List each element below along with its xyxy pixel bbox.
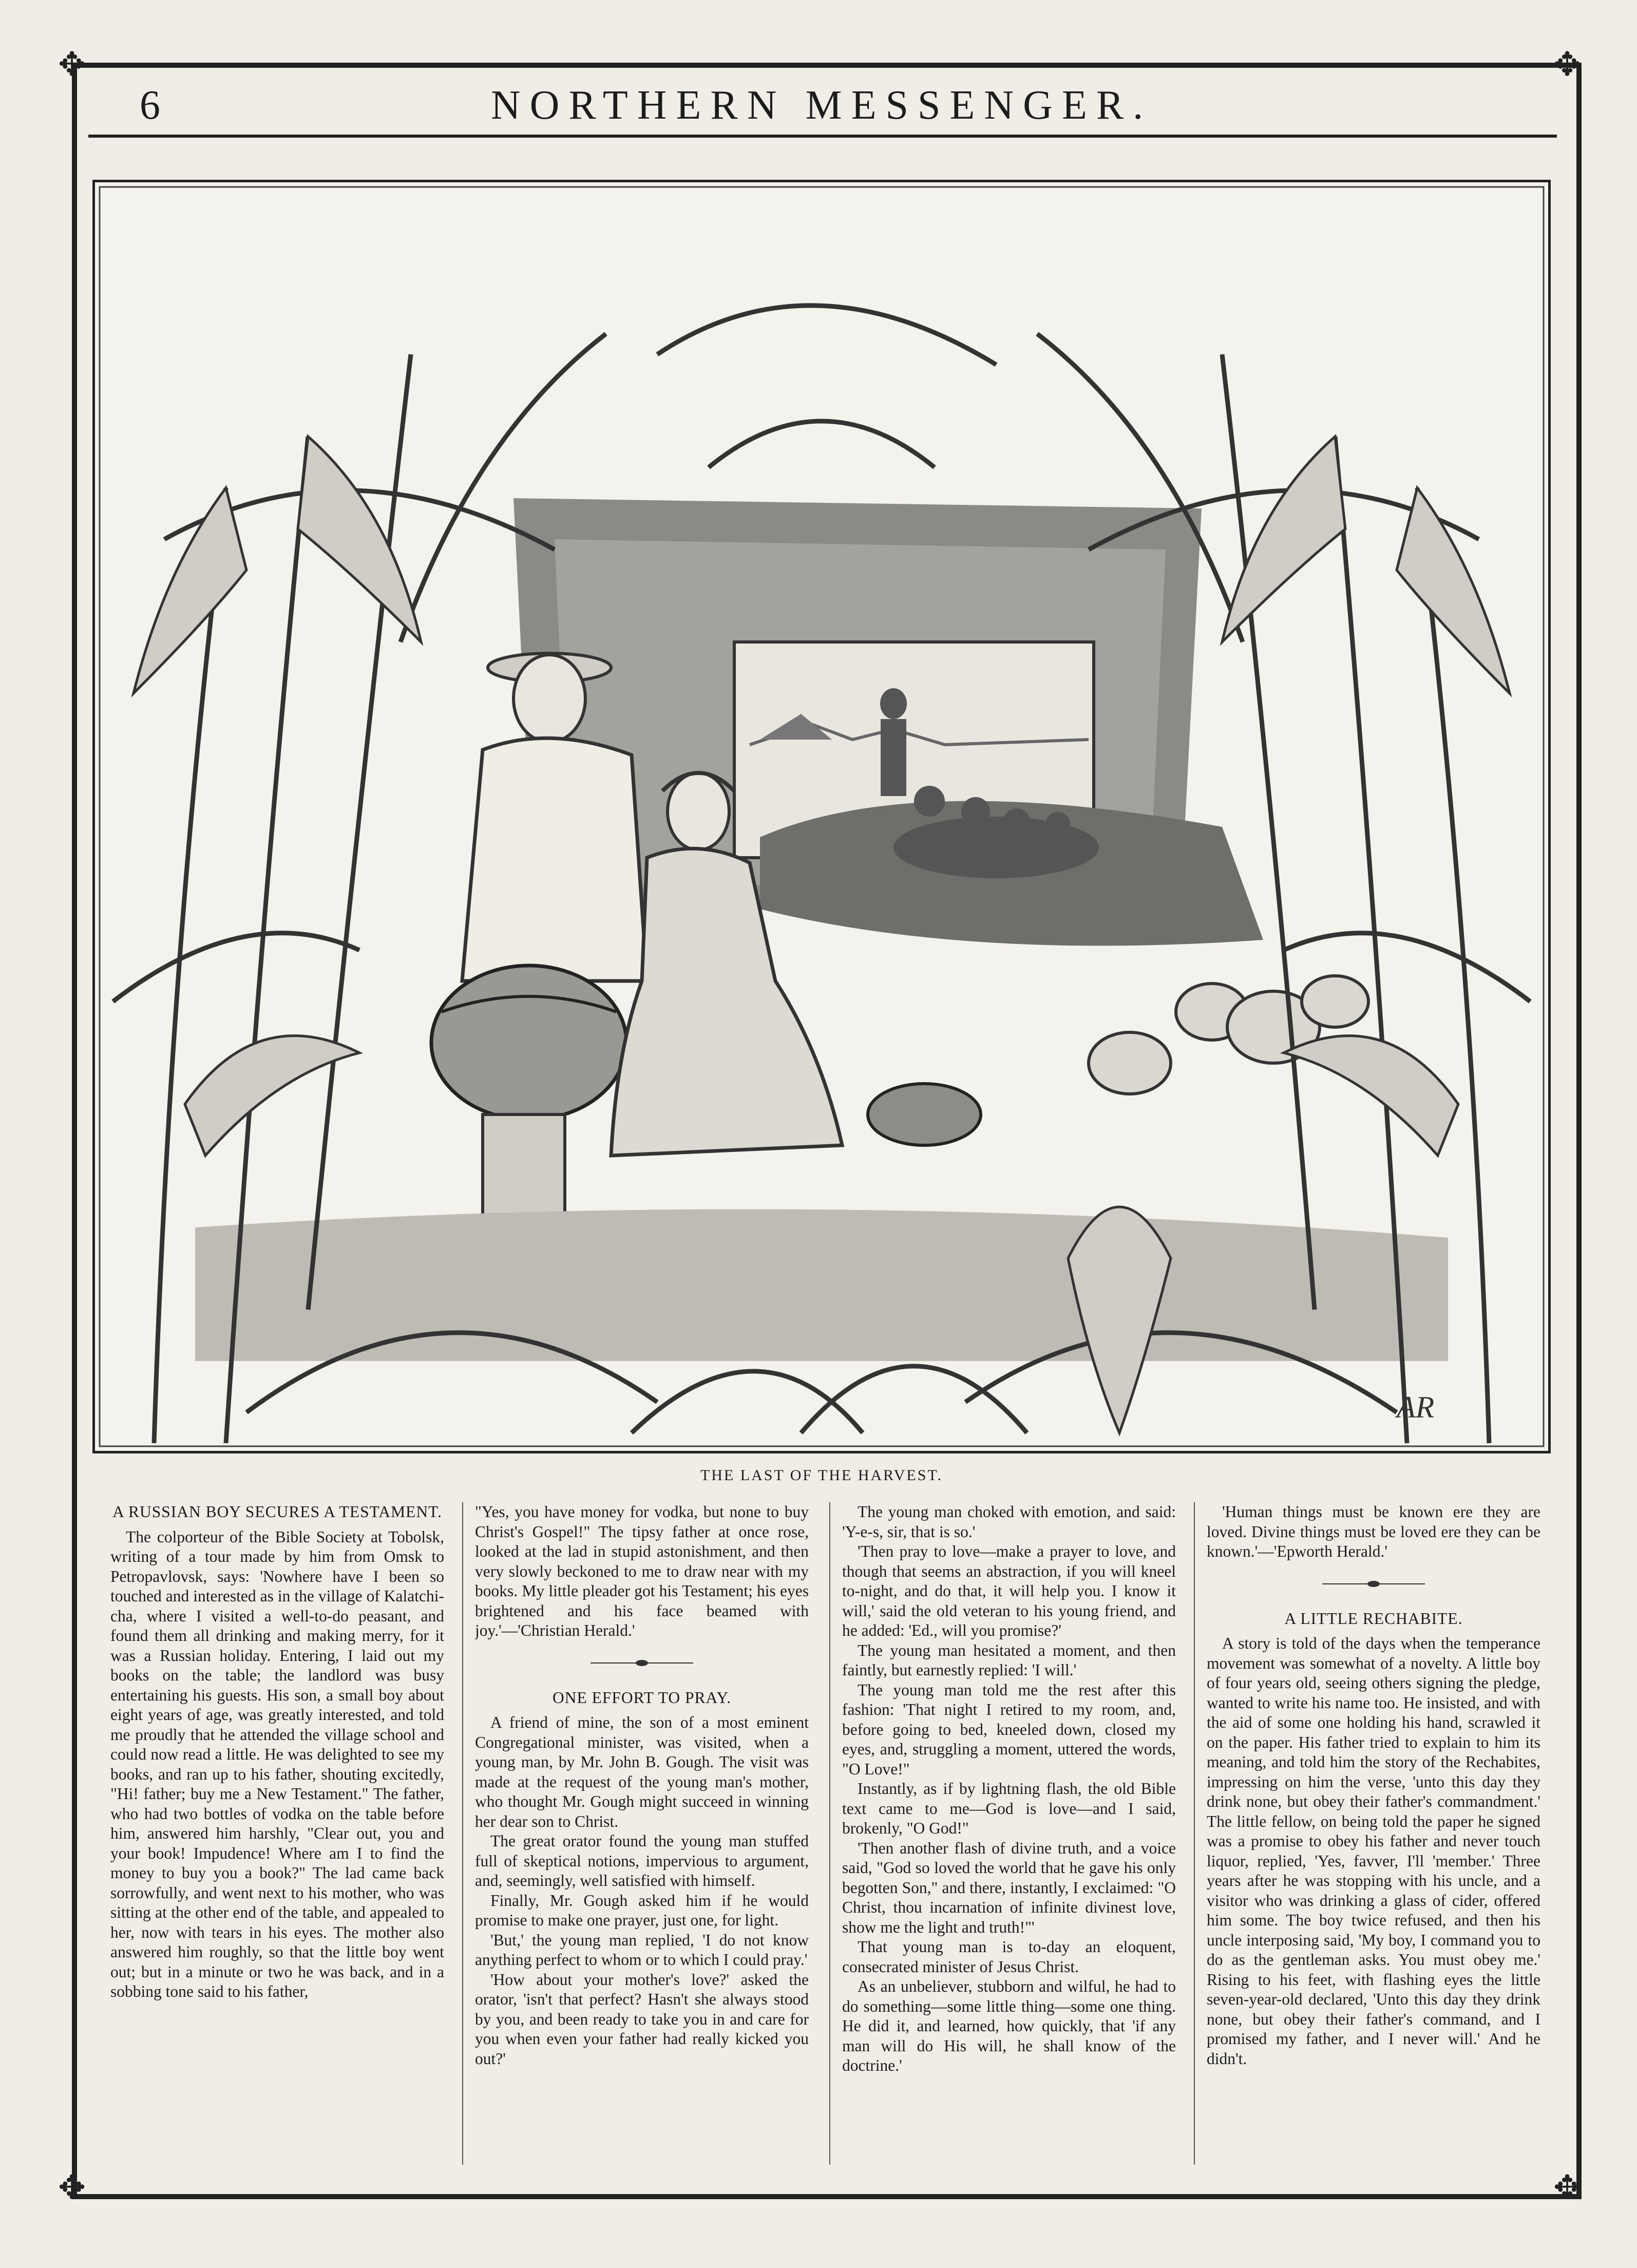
article-paragraph: Finally, Mr. Gough asked him if he would promise to make one prayer, just one, for light. <box>475 1891 809 1929</box>
corner-ornament-icon: ✥ <box>58 46 86 83</box>
column-rule <box>1194 1502 1195 2165</box>
article-paragraph: A story is told of the days when the temperance movement was somewhat of a novelty. A little boy of four years old, seeing others signing the pledge, wanted to write his name too. He insisted, and with the aid of some one holding his hand, scrawled it on the paper. His father tried to explain to him its meaning, and told him the story of the Rechabites, impressing on him the verse, 'unto this day they drink none, but obey their father's commandment.' The little fellow, on being told the paper he signed was a promise to obey his father and never touch liquor, replied, 'Yes, favver, I'll 'member.' Three years after he was stopping with his uncle, and a visitor who was drinking a glass of cider, offered him some. The boy twice refused, and then his uncle interposing said, 'My boy, I command you to do as the gentleman asks. You must obey me.' Rising to his feet, with flashing eyes the little seven-year-old declared, 'Unto this day they drink none, but obey their father's command, and I promised my father, and I never will.' And he didn't. <box>1207 1634 1540 2068</box>
article-paragraph: 'Then pray to love—make a prayer to love, and though that seems an abstraction, if you will kneel to-night, and do that, it will help you. I know it will,' said the old veteran to his young friend, and he added: 'Ed., will you promise?' <box>842 1542 1176 1639</box>
masthead-title: NORTHERN MESSENGER. <box>490 83 1153 128</box>
article-column-3 <box>842 1502 1176 2165</box>
article-column-4 <box>1207 1502 1540 2165</box>
corner-ornament-icon: ✥ <box>58 2169 86 2206</box>
harvest-illustration <box>92 180 1551 1453</box>
article-title: A RUSSIAN BOY SECURES A TESTAMENT. <box>112 1503 442 1521</box>
article-title: A LITTLE RECHABITE. <box>1284 1609 1463 1628</box>
article-paragraph: The colporteur of the Bible Society at Tobolsk, writing of a tour made by him from Omsk to Petropavlovsk, says: 'Nowhere have I been so touched and interested as in the village of Kalatchi-cha, where I visited a well-to-do peasant, and found them all drinking and making merry, for it was a Russian holiday. Entering, I laid out my books on the table; the landlord was busy entertaining his guests. His son, a small boy about eight years of age, was greatly interested, and told me proudly that he attended the village school and could now read a little. He was delighted to see my books, and ran up to his father, shouting excitedly, "Hi! father; buy me a New Testament." The father, who had two bottles of vodka on the table before him, answered him harshly, "Clear out, you and your book! Impudence! Where am I to find the money to buy you a book?" The lad came back sorrowfully, and went next to his mother, who was sitting at the other end of the table, and appealed to her, now with tears in his eyes. The mother also answered him roughly, so that the little boy went out; but in a minute or two he was back, and in a sobbing tone said to his father, <box>110 1527 444 2000</box>
column-rule <box>829 1502 830 2165</box>
article-paragraph: That young man is to-day an eloquent, consecrated minister of Jesus Christ. <box>842 1938 1176 1976</box>
corner-ornament-icon: ✥ <box>1553 2169 1581 2206</box>
article-paragraph: 'Then another flash of divine truth, and a voice said, "God so loved the world that he gave his only begotten Son," and there, instantly, I exclaimed: "O Christ, thou incarnation of infinite divinest love, show me the light and truth!"' <box>842 1839 1176 1936</box>
article-paragraph: As an unbeliever, stubborn and wilful, he had to do something—some little thing—some one thing. He did it, and learned, how quickly, that 'if any man will do His will, he shall know of the doctrine.' <box>842 1977 1176 2074</box>
corner-ornament-icon: ✥ <box>1553 46 1581 83</box>
article-column-1 <box>110 1502 444 2165</box>
article-paragraph: The great orator found the young man stuffed full of skeptical notions, impervious to argument, and, seemingly, well satisfied with himself. <box>475 1832 809 1889</box>
article-column-2 <box>475 1502 809 2165</box>
artist-signature: AR <box>1397 1390 1435 1424</box>
article-paragraph: Instantly, as if by lightning flash, the old Bible text came to me—God is love—and I said, brokenly, "O God!" <box>842 1780 1176 1837</box>
article-paragraph: A friend of mine, the son of a most eminent Congregational minister, was visited, when a young man, by Mr. John B. Gough. The visit was made at the request of the young man's mother, who thought Mr. Gough might succeed in winning her dear son to Christ. <box>475 1713 809 1830</box>
page-number: 6 <box>140 83 160 128</box>
article-paragraph: The young man hesitated a moment, and then faintly, but earnestly replied: 'I will.' <box>842 1641 1176 1679</box>
column-rule <box>462 1502 463 2165</box>
article-paragraph: The young man choked with emotion, and said: 'Y-e-s, sir, that is so.' <box>842 1503 1176 1541</box>
illustration-caption: THE LAST OF THE HARVEST. <box>700 1467 943 1484</box>
article-paragraph: 'Human things must be known ere they are loved. Divine things must be loved ere they can be known.'—'Epworth Herald.' <box>1207 1503 1540 1560</box>
article-paragraph: "Yes, you have money for vodka, but none to buy Christ's Gospel!" The tipsy father at once rose, looked at the lad in stupid astonishment, and then very slowly beckoned to me to draw near with my books. My little pleader got his Testament; his eyes brightened and his face beamed with joy.'—'Christian Herald.' <box>475 1503 809 1639</box>
article-paragraph: The young man told me the rest after this fashion: 'That night I retired to my room, and, before going to bed, kneeled down, closed my eyes, and, struggling a moment, uttered the words, "O Love!" <box>842 1680 1176 1778</box>
article-title: ONE EFFORT TO PRAY. <box>553 1688 731 1707</box>
article-paragraph: 'How about your mother's love?' asked the orator, 'isn't that perfect? Hasn't she always stood by you, and been ready to take you in and care for you when even your father had really kicked you out?' <box>475 1970 809 2068</box>
masthead-rule <box>88 135 1557 138</box>
section-separator <box>1322 1578 1425 1590</box>
article-paragraph: 'But,' the young man replied, 'I do not know anything perfect to whom or to which I could pray.' <box>475 1931 809 1969</box>
section-separator <box>591 1657 693 1669</box>
